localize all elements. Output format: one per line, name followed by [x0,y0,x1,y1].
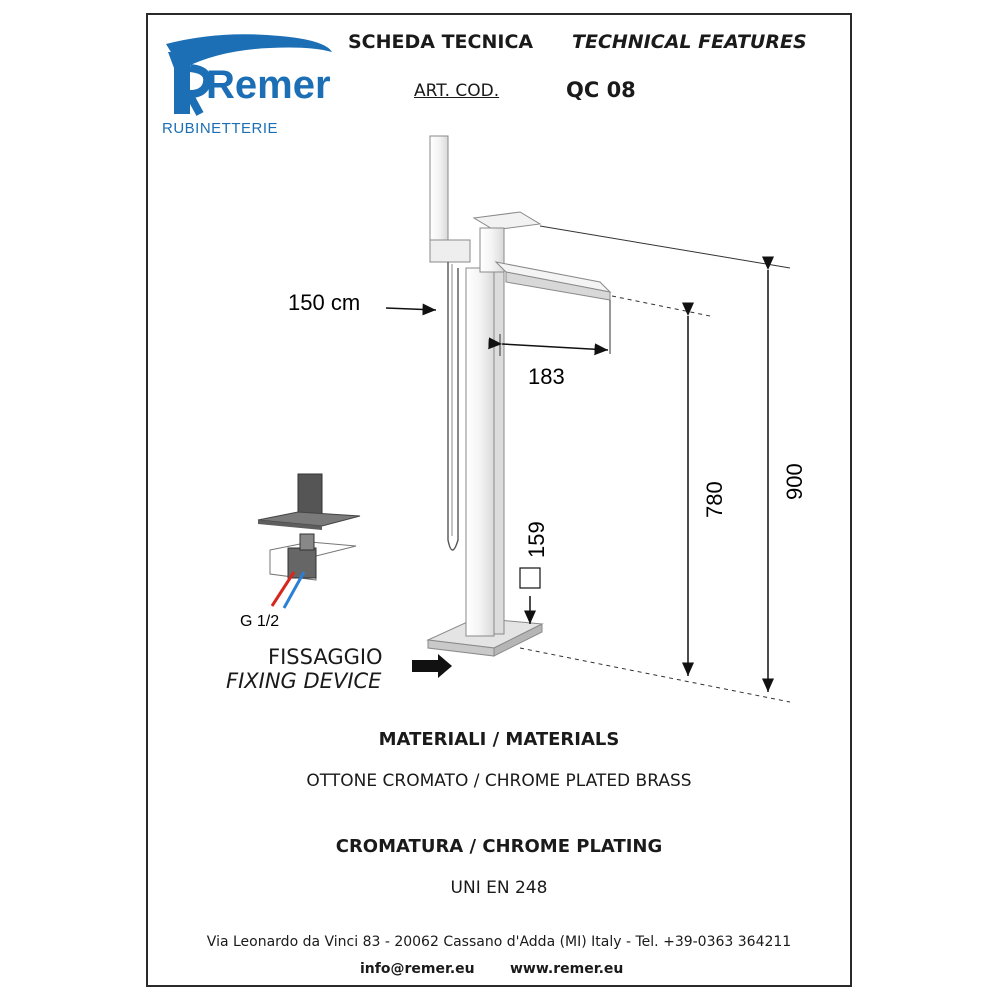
plating-heading: CROMATURA / CHROME PLATING [335,836,663,857]
dim-hose-length: 150 cm [288,290,361,315]
company-email[interactable]: info@remer.eu [360,961,475,977]
company-website[interactable]: www.remer.eu [510,961,624,977]
technical-drawing [146,120,852,720]
connection-label: G 1/2 [240,613,280,630]
extension-lines [500,226,790,702]
spout [496,262,610,300]
materials-value: OTTONE CROMATO / CHROME PLATED BRASS [306,771,692,791]
mixer-lever [474,212,540,272]
dim-total-height: 900 [782,463,807,500]
dim-column-size: 159 [524,521,549,558]
fixing-label-italian: FISSAGGIO [268,645,383,669]
fixing-device-detail [240,474,360,630]
company-address: Via Leonardo da Vinci 83 - 20062 Cassano d'Adda (MI) Italy - Tel. +39-0363 364211 [206,934,792,950]
art-code-value: QC 08 [566,78,636,102]
column [466,268,504,636]
square-section-icon [520,568,540,588]
fixing-label-english: FIXING DEVICE [226,669,382,693]
logo-tagline: RUBINETTERIE [162,120,279,137]
title-english: TECHNICAL FEATURES [572,31,807,53]
art-code-label: ART. COD. [414,81,500,101]
dim-spout-reach: 183 [528,364,565,389]
hose-arrow [386,308,436,310]
dim-spout-height: 780 [702,481,727,518]
materials-heading: MATERIALI / MATERIALS [378,729,620,750]
logo-wordmark: Remer [206,63,331,107]
fixing-arrow-icon [412,654,452,678]
hand-shower [430,136,470,550]
plating-value: UNI EN 248 [450,878,548,898]
title-italian: SCHEDA TECNICA [348,31,534,53]
dim-183-arrow [502,344,608,350]
